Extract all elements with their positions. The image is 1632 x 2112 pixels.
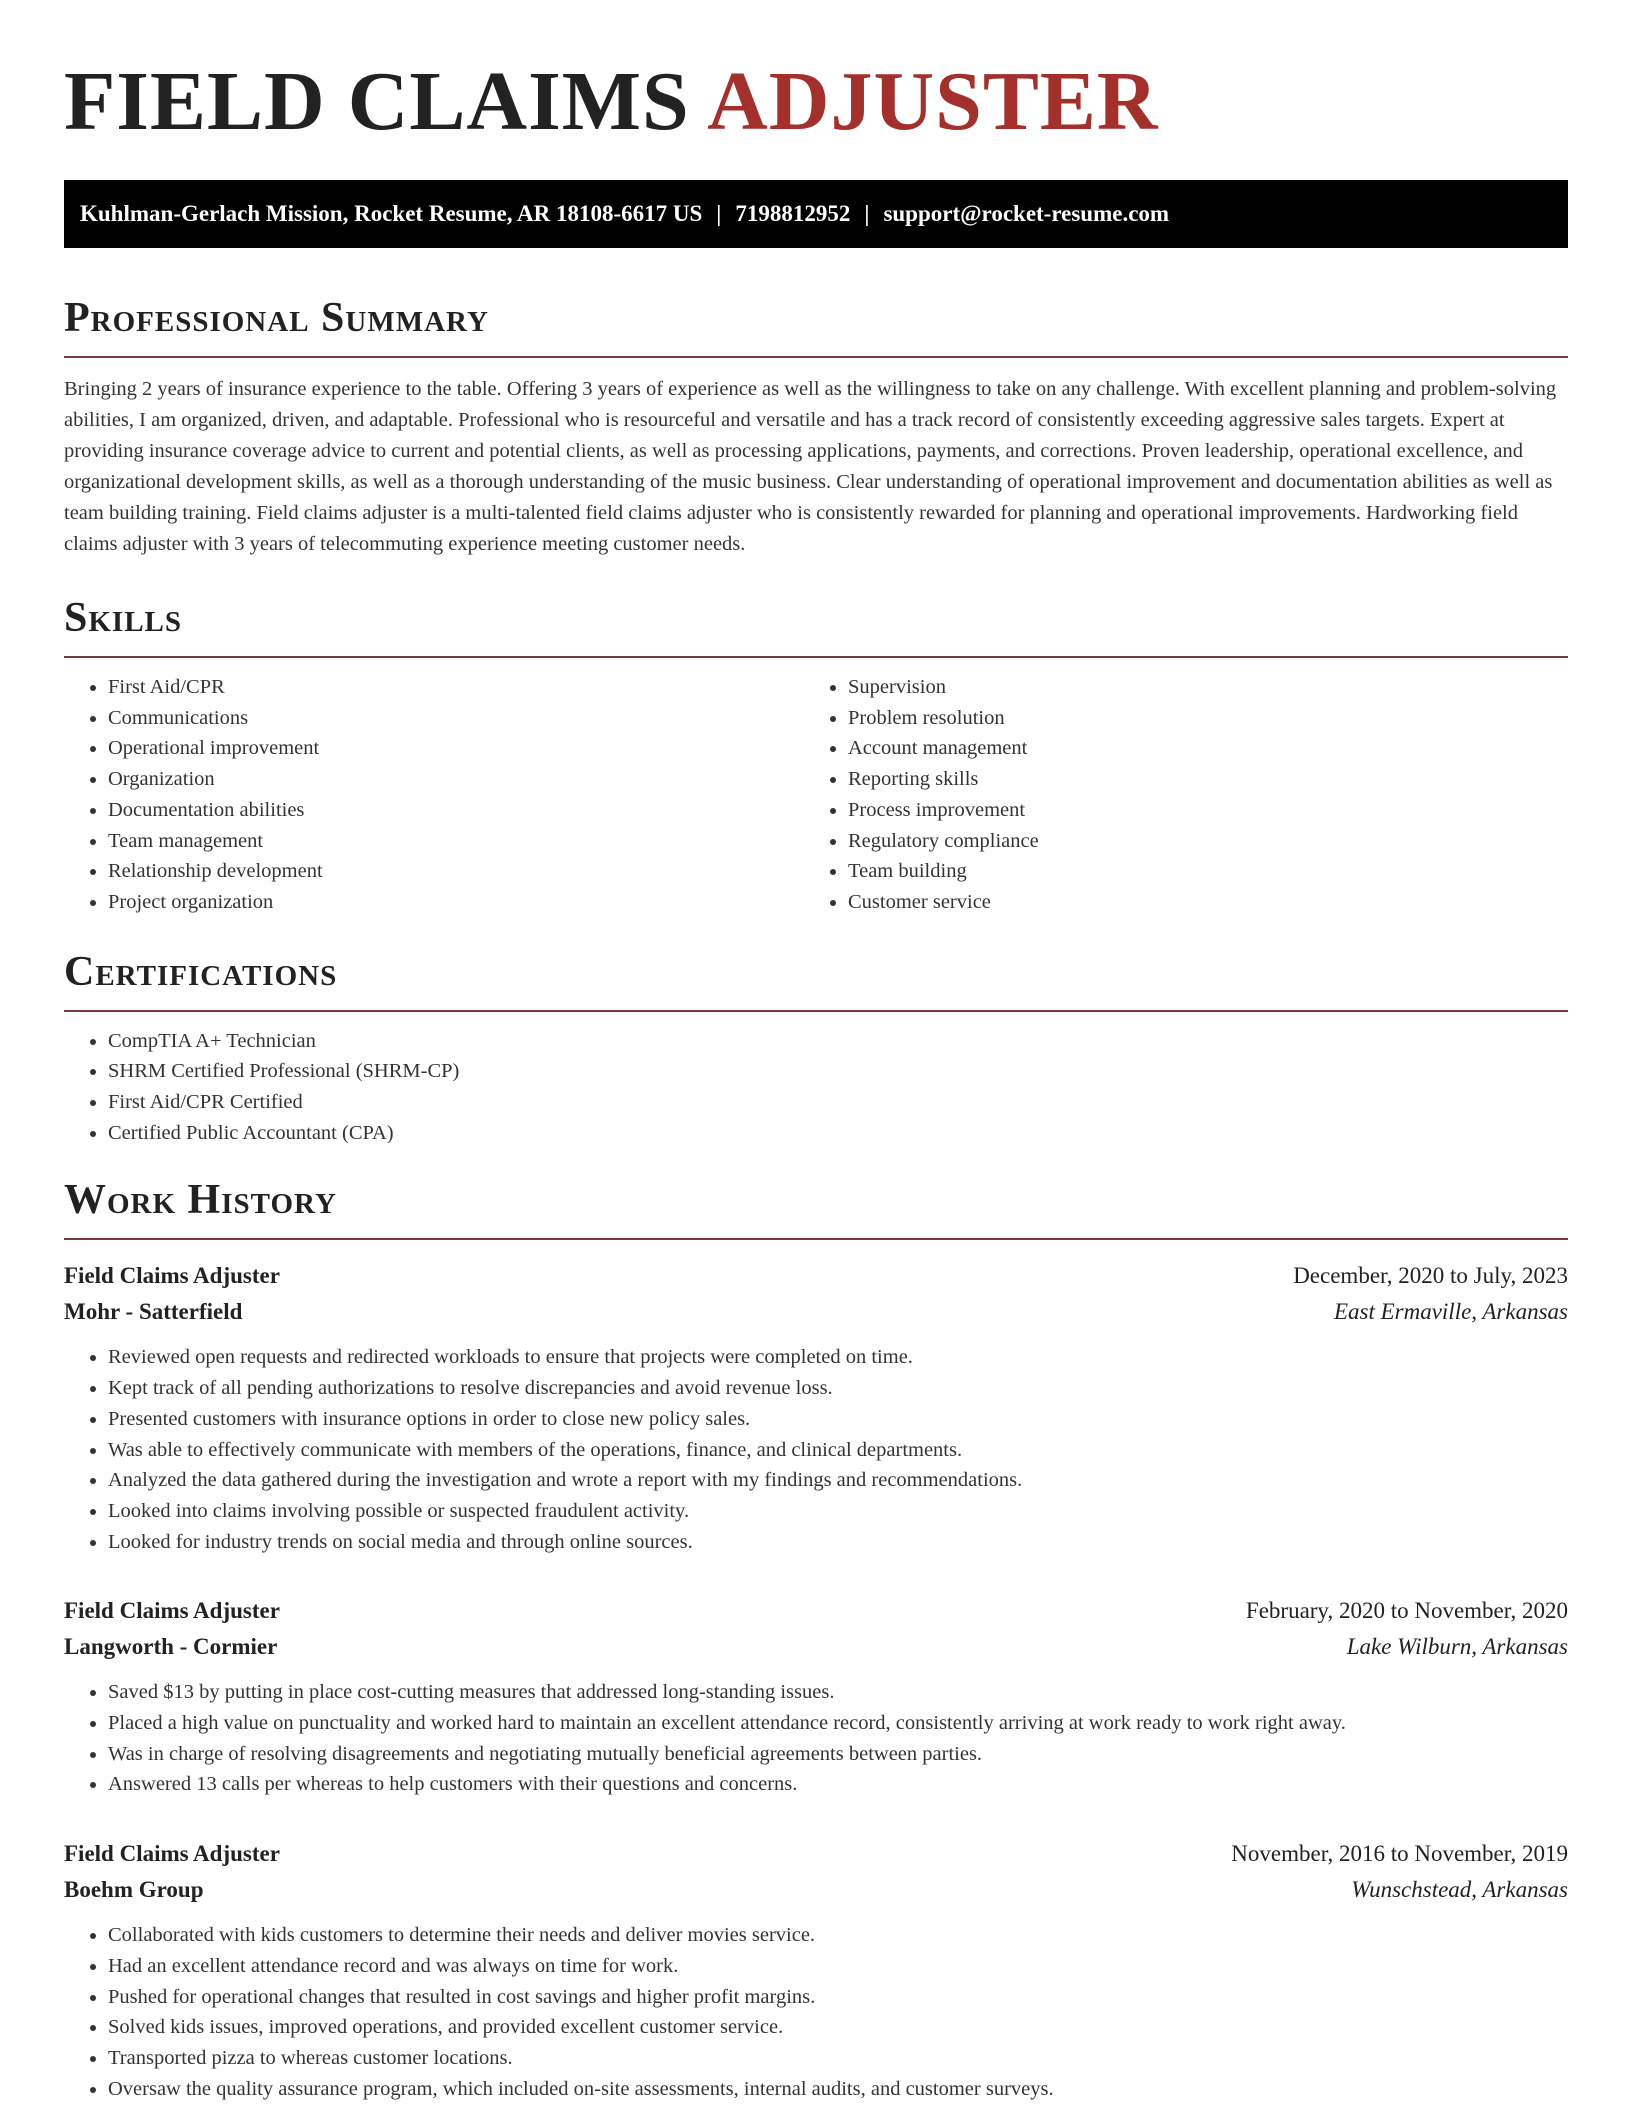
job-title: Field Claims Adjuster [64, 1598, 280, 1624]
skills-heading: Skills [64, 595, 183, 641]
skill-item: • Communications [108, 703, 804, 734]
skills-list-left [64, 672, 804, 918]
job-bullet: • Reviewed open requests and redirected workloads to ensure that projects were completed on time. [108, 1342, 1568, 1373]
skill-item: • Project organization [108, 887, 804, 918]
job-location: East Ermaville, Arkansas [1333, 1299, 1568, 1325]
job-bullet: • Placed a high value on punctuality and worked hard to maintain an excellent attendance record, consistently arriving at work ready to work right away. [108, 1708, 1568, 1739]
job-header-row [64, 1836, 1568, 1872]
job-bullet: • Presented customers with insurance options in order to close new policy sales. [108, 1404, 1568, 1435]
job-company: Langworth - Cormier [64, 1634, 278, 1660]
job-bullet: • Looked into claims involving possible or suspected fraudulent activity. [108, 1496, 1568, 1527]
job-bullet: • Solved kids issues, improved operations, and provided excellent customer service. [108, 2012, 1568, 2043]
section-divider [64, 656, 1568, 658]
certification-item: • Certified Public Accountant (CPA) [108, 1118, 1568, 1149]
job-bullets [64, 1920, 1568, 2104]
skill-item: • Team management [108, 826, 804, 857]
job-bullet: • Transported pizza to whereas customer locations. [108, 2043, 1568, 2074]
job-bullet: • Oversaw the quality assurance program, which included on-site assessments, internal audits, and customer surveys. [108, 2074, 1568, 2105]
job-bullet: • Had an excellent attendance record and was always on time for work. [108, 1951, 1568, 1982]
resume-name [64, 52, 1568, 152]
job-header-row [64, 1258, 1568, 1294]
job-bullet: • Analyzed the data gathered during the investigation and wrote a report with my findings and recommendations. [108, 1465, 1568, 1496]
certification-item: • CompTIA A+ Technician [108, 1026, 1568, 1057]
skill-item: • Regulatory compliance [848, 826, 1544, 857]
job-bullet: • Was able to effectively communicate with members of the operations, finance, and clinical departments. [108, 1435, 1568, 1466]
job-title: Field Claims Adjuster [64, 1263, 280, 1289]
job-bullet: • Pushed for operational changes that resulted in cost savings and higher profit margins. [108, 1982, 1568, 2013]
section-divider [64, 1010, 1568, 1012]
job-dates: February, 2020 to November, 2020 [1245, 1598, 1568, 1624]
job-company: Boehm Group [64, 1877, 204, 1903]
job-bullet: • Answered 13 calls per whereas to help customers with their questions and concerns. [108, 1769, 1568, 1800]
skill-item: • Process improvement [848, 795, 1544, 826]
skill-item: • Relationship development [108, 856, 804, 887]
job-bullet: • Collaborated with kids customers to determine their needs and deliver movies service. [108, 1920, 1568, 1951]
summary-section [64, 292, 1568, 560]
skill-item: • Reporting skills [848, 764, 1544, 795]
skill-item: • Team building [848, 856, 1544, 887]
job-header-row [64, 1593, 1568, 1629]
section-divider [64, 1238, 1568, 1240]
job-bullet: • Saved $13 by putting in place cost-cutting measures that addressed long-standing issues. [108, 1677, 1568, 1708]
job-subheader-row [64, 1294, 1568, 1330]
contact-separator: | [864, 201, 870, 226]
contact-address: Kuhlman-Gerlach Mission, Rocket Resume, AR 18108-6617 US [80, 201, 703, 226]
work-history-heading: Work History [64, 1177, 337, 1224]
skills-grid [64, 672, 1568, 918]
summary-heading: Professional Summary [64, 295, 489, 341]
skill-item: • Operational improvement [108, 733, 804, 764]
name-first: FIELD CLAIMS [64, 55, 690, 148]
job-dates: December, 2020 to July, 2023 [1293, 1263, 1568, 1289]
certifications-list [64, 1026, 1568, 1149]
skills-column-right [804, 672, 1544, 918]
skill-item: • First Aid/CPR [108, 672, 804, 703]
skills-column-left [64, 672, 804, 918]
certification-item: • First Aid/CPR Certified [108, 1087, 1568, 1118]
summary-text: Bringing 2 years of insurance experience to the table. Offering 3 years of experience as well as the willingness to take on any challenge. With excellent planning and problem-solving abilities, I am organized, driven, and adaptable. Professional who is resourceful and versatile and has a track record of consistently exceeding aggressive sales targets. Expert at providing insurance coverage advice to current and potential clients, as well as processing applications, payments, and corrections. Proven leadership, operational excellence, and organizational development skills, as well as a thorough understanding of the music business. Clear understanding of operational improvement and documentation abilities as well as team building training. Field claims adjuster is a multi-talented field claims adjuster who is consistently rewarded for planning and operational improvements. Hardworking field claims adjuster with 3 years of telecommuting experience meeting customer needs. [64, 378, 1557, 555]
job-dates: November, 2016 to November, 2019 [1231, 1841, 1568, 1867]
job-location: Wunschstead, Arkansas [1351, 1877, 1568, 1903]
certification-item: • SHRM Certified Professional (SHRM-CP) [108, 1056, 1568, 1087]
certifications-section [64, 946, 1568, 1149]
name-accent: ADJUSTER [707, 55, 1159, 148]
skill-item: • Organization [108, 764, 804, 795]
contact-separator: | [716, 201, 722, 226]
job-title: Field Claims Adjuster [64, 1841, 280, 1867]
contact-email[interactable]: support@rocket-resume.com [883, 201, 1170, 226]
skills-list-right [804, 672, 1544, 918]
skill-item: • Problem resolution [848, 703, 1544, 734]
job-subheader-row [64, 1872, 1568, 1908]
job-bullet: • Was in charge of resolving disagreements and negotiating mutually beneficial agreements between parties. [108, 1739, 1568, 1770]
job-entry [64, 1593, 1568, 1800]
skill-item: • Documentation abilities [108, 795, 804, 826]
skill-item: • Account management [848, 733, 1544, 764]
job-bullet: • Kept track of all pending authorizations to resolve discrepancies and avoid revenue loss. [108, 1373, 1568, 1404]
certifications-heading: Certifications [64, 948, 338, 995]
job-entry [64, 1258, 1568, 1557]
contact-bar [64, 180, 1568, 248]
skills-section [64, 592, 1568, 918]
job-bullets [64, 1677, 1568, 1800]
job-bullets [64, 1342, 1568, 1557]
job-company: Mohr - Satterfield [64, 1299, 243, 1325]
section-divider [64, 356, 1568, 358]
job-subheader-row [64, 1629, 1568, 1665]
job-bullet: • Looked for industry trends on social media and through online sources. [108, 1527, 1568, 1558]
job-location: Lake Wilburn, Arkansas [1346, 1634, 1568, 1660]
contact-phone[interactable]: 7198812952 [735, 201, 851, 226]
work-history-section [64, 1174, 1568, 2104]
job-entry [64, 1836, 1568, 2104]
skill-item: • Customer service [848, 887, 1544, 918]
skill-item: • Supervision [848, 672, 1544, 703]
